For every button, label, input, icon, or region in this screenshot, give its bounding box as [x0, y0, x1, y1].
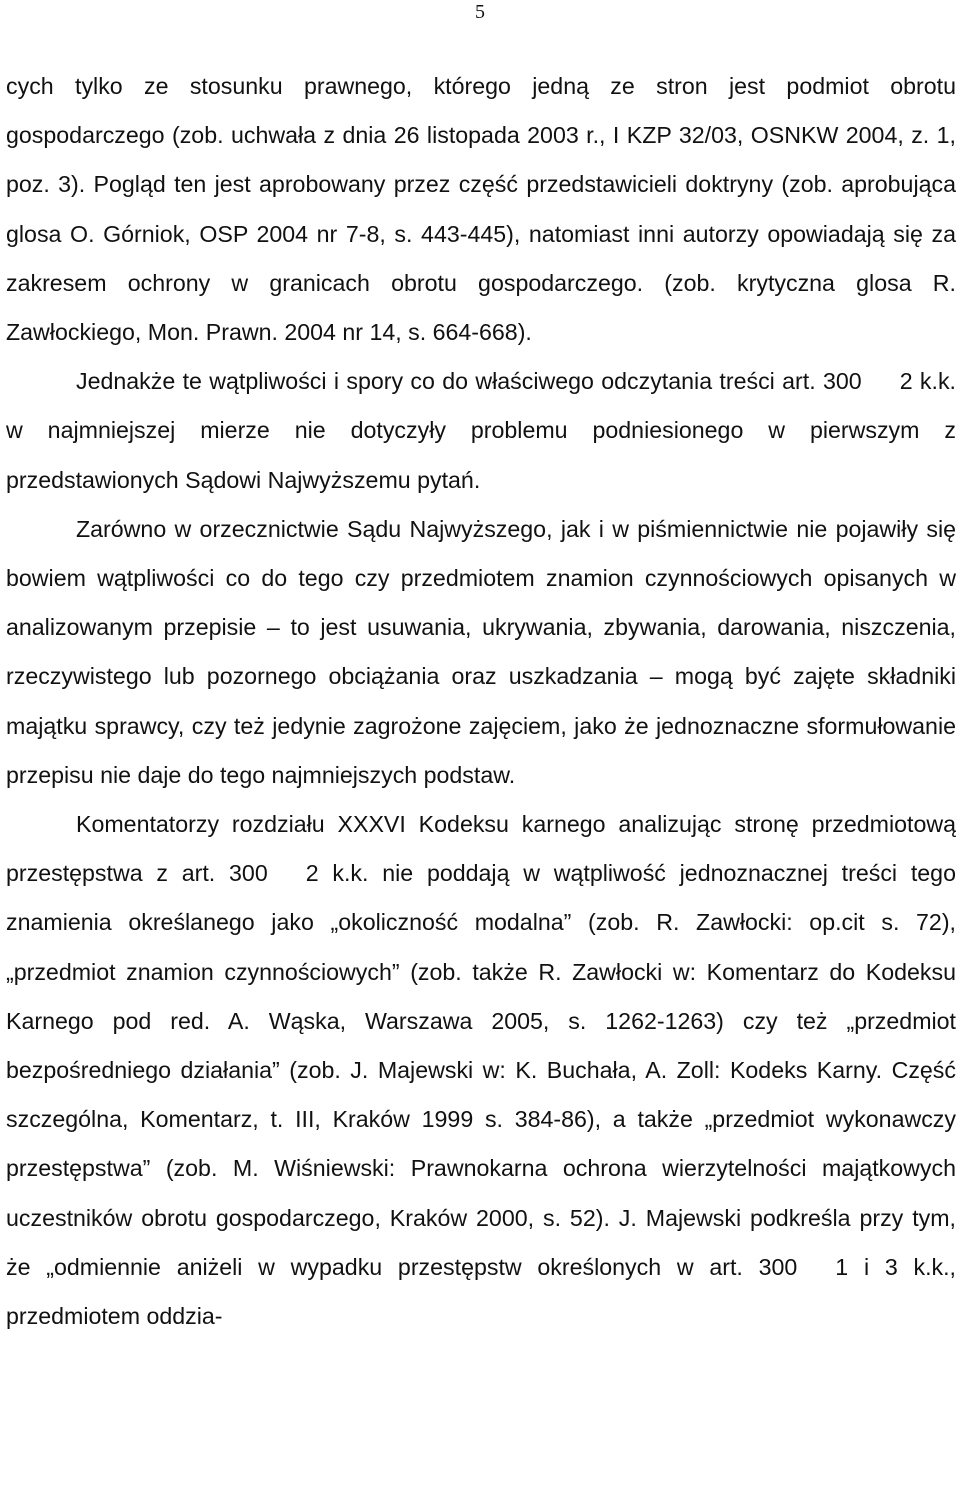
paragraph-1 — [6, 62, 956, 357]
paragraph-4-text-b: 2 k.k. nie poddają w wątpliwość jednoznacznej treści tego znamienia określanego jako „okoliczność modalna” (zob. R. Zawłocki: op.cit s. 72), „przedmiot znamion czynnościowych” (zob. także R. Zawłocki w: Komentarz do Kodeksu Karnego pod red. A. Wąska, Warszawa 2005, s. 1262-1263) czy też „przedmiot bezpośredniego działania” (zob. J. Majewski w: K. Buchała, A. Zoll: Kodeks Karny. Część szczególna, Komentarz, t. III, Kraków 1999 s. 384-86), a także „przedmiot wykonawczy przestępstwa” (zob. M. Wiśniewski: Prawnokarna ochrona wierzytelności majątkowych uczestników obrotu gospodarczego, Kraków 2000, s. 52). J. Majewski podkreśla przy tym, że „odmiennie aniżeli w wypadku przestępstw określonych w art. 300 — [6, 860, 956, 1280]
body-text — [6, 62, 956, 1341]
paragraph-4 — [6, 800, 956, 1341]
paragraph-4-text-a: Komentatorzy rozdziału XXXVI Kodeksu karnego analizując stronę przedmiotową przestępstwa z art. 300 — [6, 811, 956, 887]
paragraph-3-text: Zarówno w orzecznictwie Sądu Najwyższego, jak i w piśmiennictwie nie pojawiły się bowiem wątpliwości co do tego czy przedmiotem znamion czynnościowych opisanych w analizowanym przepisie – to jest usuwania, ukrywania, zbywania, darowania, niszczenia, rzeczywistego lub pozornego obciążania oraz uszkadzania – mogą być zajęte składniki majątku sprawcy, czy też jedynie zagrożone zajęciem, jako że jednoznaczne sformułowanie przepisu nie daje do tego najmniejszych podstaw. — [6, 515, 956, 788]
paragraph-1-text: cych tylko ze stosunku prawnego, którego jedną ze stron jest podmiot obrotu gospodarczego (zob. uchwała z dnia 26 listopada 2003 r., I KZP 32/03, OSNKW 2004, z. 1, poz. 3). Pogląd ten jest aprobowany przez część przedstawicieli doktryny (zob. aprobująca glosa O. Górniok, OSP 2004 nr 7-8, s. 443-445), natomiast inni autorzy opowiadają się za zakresem ochrony w granicach obrotu gospodarczego. (zob. krytyczna glosa R. Zawłockiego, Mon. Prawn. 2004 nr 14, s. 664-668). — [6, 73, 956, 346]
paragraph-2 — [6, 357, 956, 505]
paragraph-3 — [6, 505, 956, 800]
page-number: 5 — [475, 1, 485, 23]
paragraph-4-text-c: 1 i 3 k.k., przedmiotem oddzia- — [6, 1253, 956, 1330]
paragraph-2-text-a: Jednakże te wątpliwości i spory co do właściwego odczytania treści art. 300 — [76, 368, 862, 395]
paragraph-2-text-b: 2 k.k. w najmniejszej mierze nie dotyczyły problemu podniesionego w pierwszym z przedstawionych Sądowi Najwyższemu pytań. — [6, 368, 956, 493]
